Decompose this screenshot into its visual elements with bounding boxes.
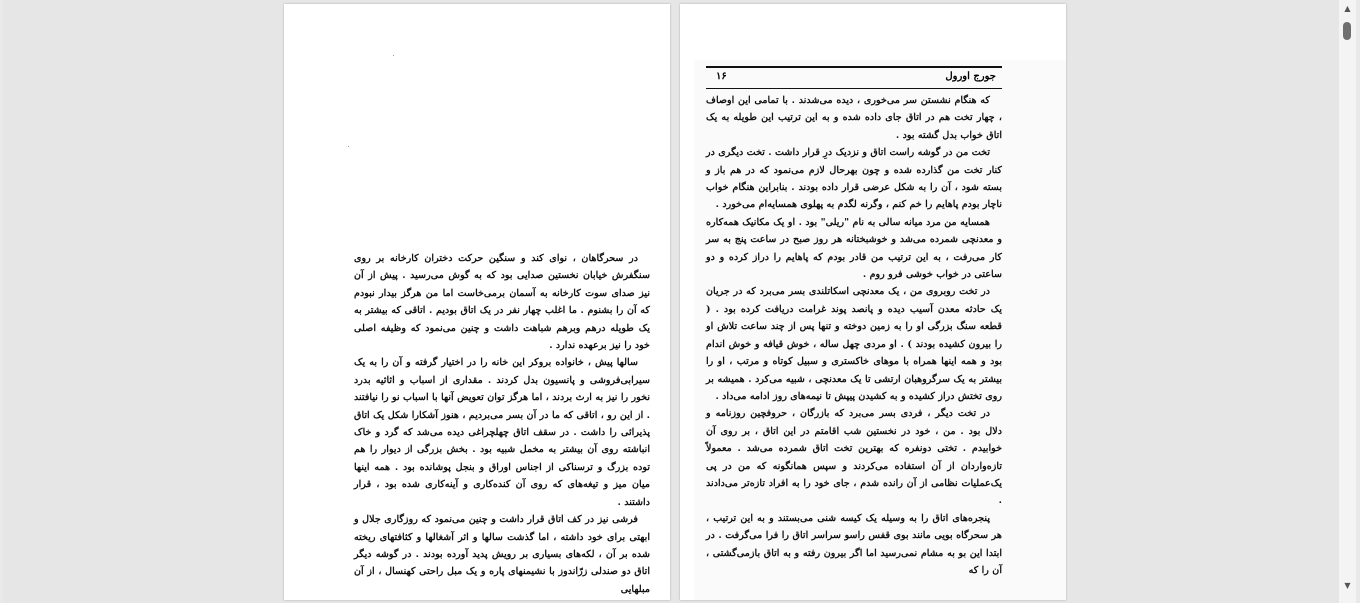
page-left xyxy=(284,4,670,600)
scroll-down-icon[interactable]: ▼ xyxy=(1344,581,1351,590)
left-page-body xyxy=(354,250,650,598)
paragraph: که هنگام نشستن سر می‌خوری ، دیده می‌شدند . با تمامی این اوصاف ، چهار تخت هم در اتاق جای داده شده و به این ترتیب این طویله به یک اتاق خواب بدل گشته بود . xyxy=(706,95,1002,141)
paragraph: در سحرگاهان ، نوای کند و سنگین حرکت دختران کارخانه بر روی سنگفرش خیابان نخستین صدایی بود که به گوش می‌رسید . پیش از آن نیز صدای سوت کارخانه به آسمان برمی‌خاست اما من هرگز بیدار نبودم که آن را بشنوم . ما اغلب چهار نفر در یک اتاق بودیم . اتاقی که بیشتر به یک طویله درهم وبرهم شباهت داشت و چنین می‌نمود که وظیفه اصلی خود را نیز برعهده ندارد . xyxy=(354,253,650,352)
scrollbar-thumb[interactable] xyxy=(1343,22,1351,40)
scan-speck xyxy=(348,146,349,147)
right-page-body xyxy=(706,92,1002,579)
scroll-up-icon[interactable]: ▲ xyxy=(1344,4,1351,13)
paragraph: سالها پیش ، خانواده بروکر این خانه را در اختیار گرفته و آن را به یک سیرابی‌فروشی و پانسیون بدل کردند . مقداری از اسباب و اثاثیه بدرد نخور را نیز به ارث بردند ، اما هرگز توان تعویض آنها با اسباب نو را نیافتند . از این رو ، اتاقی که ما در آن بسر می‌بردیم ، هنوز آشکارا شکل یک اتاق پذیرائی را داشت . در سقف اتاق چهلچراغی دیده می‌شد که گرد و خاک انباشته روی آن بیشتر به مخمل شبیه بود . بخش بزرگی از دیوار را هم توده بزرگ و ترسناکی از اجناس اوراق و بنجل پوشانده بود . همه اینها میان میز و تیغه‌های که روی آن کنده‌کاری و آینه‌کاری شده بود ، قرار داشتند . xyxy=(354,357,650,508)
vertical-scrollbar[interactable] xyxy=(1339,0,1356,603)
paragraph: پنجره‌های اتاق را به وسیله یک کیسه شنی می‌بستند و به این ترتیب ، هر سحرگاه بویی مانند بوی قفس راسو سراسر اتاق را فرا می‌گرفت . در ابتدا این بو به مشام نمی‌رسید اما اگر بیرون رفته و به اتاق بازمی‌گشتی ، آن را که xyxy=(706,512,1002,576)
header-author: جورج اورول xyxy=(945,71,996,82)
paragraph: همسایه من مرد میانه سالی به نام "ریلی" بود . او یک مکانیک همه‌کاره و معدنچی شمرده می‌شد و خوشبختانه هر روز صبح در ساعت پنج به سر کار می‌رفت ، به این ترتیب من قادر بودم که پاهایم را دراز کرده و دو ساعتی در خواب خوشی فرو روم . xyxy=(706,216,1002,281)
paragraph: تخت من در گوشه راست اتاق و نزدیک درِ قرار داشت . تخت دیگری در کنار تخت من گذارده شده و چون بهرحال لازم می‌نمود که در هم باز و بسته شود ، آن را به شکل عرضی قرار داده بودند . بنابراین هنگام خواب ناچار بودم پاهایم را خم کنم ، وگرنه لگدم به پهلوی همسایه‌ام می‌خورد . xyxy=(706,147,1002,211)
paragraph: در تخت روبروی من ، یک معدنچی اسکاتلندی بسر می‌برد که در جریان یک حادثه معدن آسیب دیده و پانصد پوند غرامت دریافت کرده بود . ( قطعه سنگ بزرگی او را به زمین دوخته و تنها پس از چند ساعت تلاش او را بیرون کشیده بودند ) . او مردی چهل ساله ، خوش قیافه و خوش اندام بود و همه اینها همراه با موهای خاکستری و سبیل کوتاه و مرتب ، او را بیشتر به یک سرگروهبان ارتشی تا یک معدنچی ، شبیه می‌کرد . همیشه بر روی تختش دراز کشیده و به کشیدن پیپش تا نیمه‌های روز ادامه می‌داد . xyxy=(706,286,1002,402)
page-right xyxy=(680,4,1066,600)
paragraph: در تخت دیگر ، فردی بسر می‌برد که بازرگان ، حروفچین روزنامه و دلال بود . من ، خود در نخستین شب اقامتم در این اتاق ، بر روی آن خوابیدم . تختی دونفره که بهترین تخت اتاق شمرده می‌شد . معمولاً تازه‌واردان از آن استفاده می‌کردند و سپس همانگونه که من در پی یک‌عملیات نظامی از آن رانده شدم ، جای خود را به افراد تازه‌تر می‌دادند . xyxy=(706,408,1002,507)
page-number: ۱۶ xyxy=(716,71,727,82)
scan-speck xyxy=(393,55,394,56)
running-header xyxy=(706,66,1002,89)
document-viewer[interactable] xyxy=(3,0,1339,603)
paragraph: فرشی نیز در کف اتاق قرار داشت و چنین می‌نمود که روزگاری جلال و ابهتی برای خود داشته ، اما گذشت سالها و اثر آشغالها و کثافتهای ریخته شده بر آن ، لکه‌های بسیاری بر رویش پدید آورده بودند . در گوشه دیگر اتاق دو صندلی زرّاندوز با نشیمنهای پاره و یک مبل راحتی کهنسال ، از آن مبلهایی xyxy=(354,514,650,595)
